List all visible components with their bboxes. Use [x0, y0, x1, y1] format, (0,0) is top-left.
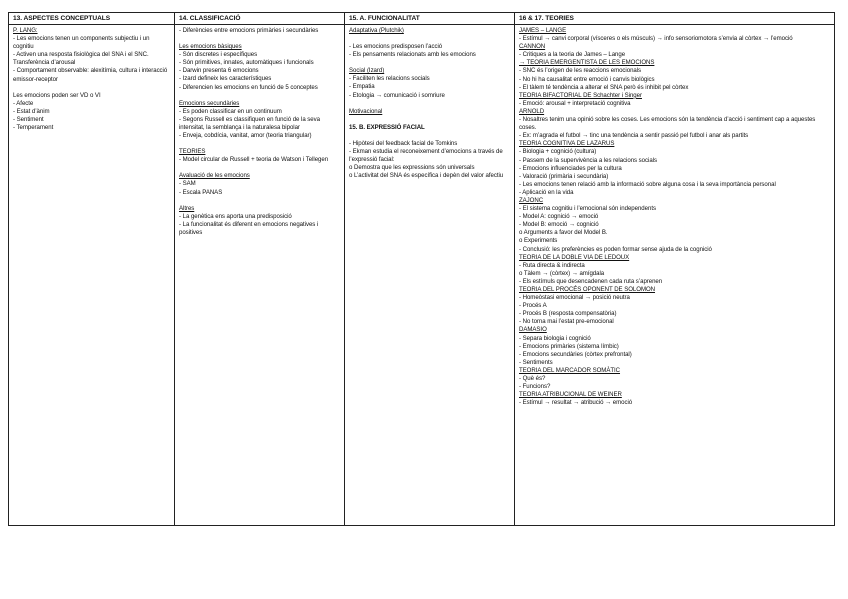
section-heading: Adaptativa (Plutchik)	[349, 27, 404, 34]
bullet-line: - Escala PANAS	[179, 188, 223, 196]
bullet-line: - Les emocions predisposen l’acció	[349, 43, 443, 51]
spacer	[179, 140, 341, 148]
spacer	[349, 35, 511, 43]
bullet-line: o Arguments a favor del Model B.	[519, 229, 608, 237]
bullet-line: - Es poden classificar en un continuum	[179, 107, 282, 115]
bullet-line: - Conclusió: les preferències es poden formar sense ajuda de la cognició	[519, 245, 712, 253]
bullet-line: - Sentiment	[13, 115, 44, 123]
bullet-line: - Diferències entre emocions primàries i secundàries	[179, 27, 319, 34]
summary-table	[8, 12, 835, 526]
bullet-line: - Homeòstasi emocional → posició neutra	[519, 294, 630, 302]
bullet-line: - Estímul → resultat → atribució → emoció	[519, 399, 633, 407]
bullet-line: - Activen una resposta fisiològica del SNA i el SNC. Transferència d’arousal	[13, 51, 149, 67]
bullet-line: - Passem de la supervivència a les relacions socials	[519, 156, 657, 164]
bullet-line: - Izard defineix les característiques	[179, 75, 272, 83]
bullet-line: - Valoració (primària i secundària)	[519, 172, 609, 180]
bullet-line: - Model B: emoció → cognició	[519, 221, 599, 229]
section-heading: Motivacional	[349, 107, 383, 115]
column-teories	[515, 13, 834, 525]
bullet-line: - Comportament observable: alexitímia, cultura i interacció emissor-receptor	[13, 67, 168, 83]
bullet-line: - Etologia → comunicació i somriure	[349, 91, 445, 99]
column-body	[13, 27, 171, 132]
bullet-line: - Emoció: arousal + interpretació cognitiva	[519, 99, 631, 107]
bullet-line: - Darwin presenta 6 emocions	[179, 67, 259, 75]
bullet-line: o Experiments	[519, 237, 558, 245]
bullet-line: o Demostra que les expressions són universals	[349, 164, 475, 172]
bullet-line: - El tàlem té tendència a alterar el SNA però és inhibit pel còrtex	[519, 83, 689, 91]
bullet-line: - Els estímuls que desencadenen cada ruta s’aprenen	[519, 277, 663, 285]
bullet-line: - Ruta directa & indirecta	[519, 261, 585, 269]
bullet-line: - Afecte	[13, 99, 34, 107]
section-heading: DAMASIO	[519, 326, 547, 334]
bullet-line: - Aplicació en la vida	[519, 188, 574, 196]
bullet-line: - Emocions primàries (sistema límbic)	[519, 342, 619, 350]
column-header: 16 & 17. TEORIES	[515, 13, 834, 25]
bullet-line: - Temperament	[13, 124, 54, 132]
column-body	[519, 27, 831, 407]
bullet-line: - Critiques a la teoria de James – Lange	[519, 51, 626, 59]
section-heading: ARNOLD	[519, 107, 545, 115]
bullet-line: - No hi ha causalitat entre emoció i canvis biològics	[519, 75, 655, 83]
section-heading: TEORIA ATRIBUCIONAL DE WEINER	[519, 391, 622, 399]
section-heading: Emocions secundàries	[179, 99, 240, 107]
bullet-line: Les emocions poden ser VD o VI	[13, 91, 101, 99]
section-heading: TEORIA BIFACTORIAL DE Schachter i Singer	[519, 91, 642, 99]
section-heading: JAMES – LANGE	[519, 27, 567, 34]
section-heading: Avaluació de les emocions	[179, 172, 250, 180]
section-heading: CANNON	[519, 43, 546, 51]
bullet-line: - Les emocions tenen relació amb la informació sobre alguna cosa i la seva importància personal	[519, 180, 776, 188]
spacer	[349, 116, 511, 124]
bullet-line: - Emocions secundàries (còrtex prefrontal)	[519, 350, 632, 358]
bullet-line: - Les emocions tenen un components subjectiu i un cognitiu	[13, 35, 150, 51]
spacer	[179, 92, 341, 100]
column-body	[179, 27, 341, 237]
bullet-line: - Hipòtesi del feedback facial de Tomkins	[349, 139, 458, 147]
bullet-line: - SNC és l’origen de les reaccions emocionals	[519, 67, 642, 75]
bullet-line: - El sistema cognitiu i l’emocional són independents	[519, 205, 656, 213]
section-heading: Social (Izard)	[349, 67, 385, 75]
bullet-line: - La genètica ens aporta una predisposició	[179, 212, 292, 220]
spacer	[13, 84, 171, 92]
bullet-line: - Procés A	[519, 302, 547, 310]
section-heading: TEORIES	[179, 148, 206, 156]
section-heading: TEORIA DEL PROCÉS OPONENT DE SOLOMON	[519, 286, 656, 293]
column-aspectes-conceptuals	[9, 13, 175, 525]
section-heading: TEORIA COGNITIVA DE LAZARUS	[519, 140, 615, 148]
bullet-line: - Ex: m’agrada el futbol → tinc una tendència a sentir passió pel futbol i anar als partits	[519, 132, 749, 140]
bullet-line: - Model circular de Russell + teoria de Watson i Tellegen	[179, 156, 329, 164]
bullet-line: - Els pensaments relacionats amb les emocions	[349, 51, 476, 59]
bullet-line: - Procés B (resposta compensatòria)	[519, 310, 617, 318]
bullet-line: - Són discretes i específiques	[179, 51, 258, 59]
bullet-line: - Estímul → canvi corporal (vísceres o els músculs) → info sensoriomotora s’envia al còrtex → l’emoció	[519, 35, 793, 43]
spacer	[349, 59, 511, 67]
bullet-line: - No torna mai l’estat pre-emocional	[519, 318, 614, 326]
bullet-line: - Enveja, cobdícia, vanitat, amor (teoria triangular)	[179, 132, 312, 140]
spacer	[179, 164, 341, 172]
bullet-line: - Segons Russell es classifiquen en funció de la seva intensitat, la semblança i la naturalesa bipolar	[179, 115, 320, 131]
column-header: 13. ASPECTES CONCEPTUALS	[9, 13, 174, 25]
section-title: 15. B. EXPRESSIÓ FACIAL	[349, 123, 425, 131]
section-heading: → TEORIA EMERGENTISTA DE LES EMOCIONS	[519, 59, 655, 67]
section-heading: Altres	[179, 204, 195, 212]
spacer	[349, 132, 511, 140]
bullet-line: - Estat d’ànim	[13, 107, 50, 115]
bullet-line: - Separa biologia i cognició	[519, 334, 591, 342]
bullet-line: - Emocions influenciades per la cultura	[519, 164, 622, 172]
bullet-line: - Són primitives, innates, automàtiques i funcionals	[179, 59, 314, 67]
bullet-line: - Model A: cognició → emoció	[519, 213, 599, 221]
bullet-line: - Ekman estudia el reconeixement d’emocions a través de l’expressió facial:	[349, 147, 503, 164]
bullet-line: o L’activitat del SNA és específica i depèn del valor afectiu	[349, 172, 504, 180]
column-body	[349, 27, 511, 180]
column-classificacio	[175, 13, 345, 525]
column-header: 14. CLASSIFICACIÓ	[175, 13, 344, 25]
bullet-line: - Sentiments	[519, 358, 553, 366]
section-heading: TEORIA DEL MARCADOR SOMÀTIC	[519, 366, 621, 374]
column-header: 15. A. FUNCIONALITAT	[345, 13, 514, 25]
bullet-line: - La funcionalitat és diferent en emocions negatives i positives	[179, 220, 319, 236]
spacer	[179, 35, 341, 43]
bullet-line: - Faciliten les relacions socials	[349, 75, 430, 83]
bullet-line: - Diferencien les emocions en funció de 5 conceptes	[179, 83, 318, 91]
bullet-line: - SAM	[179, 180, 196, 188]
bullet-line: - Empatia	[349, 83, 375, 91]
column-funcionalitat	[345, 13, 515, 525]
bullet-line: - Funcions?	[519, 383, 551, 391]
section-heading: ZAJONC	[519, 196, 544, 204]
bullet-line: - Biologia + cognició (cultura)	[519, 148, 597, 156]
bullet-line: o Tàlem → (còrtex) → amígdala	[519, 269, 605, 277]
section-heading: TEORIA DE LA DOBLE VIA DE LEDOUX	[519, 253, 630, 261]
section-heading: Les emocions bàsiques	[179, 43, 242, 51]
spacer	[179, 197, 341, 205]
bullet-line: - Nosaltres tenim una opinió sobre les coses. Les emocions són la tendència d’acció i sentiment cap a aquestes coses.	[519, 116, 816, 132]
section-heading: P. LANG:	[13, 27, 38, 34]
spacer	[349, 100, 511, 108]
bullet-line: - Què és?	[519, 375, 546, 383]
